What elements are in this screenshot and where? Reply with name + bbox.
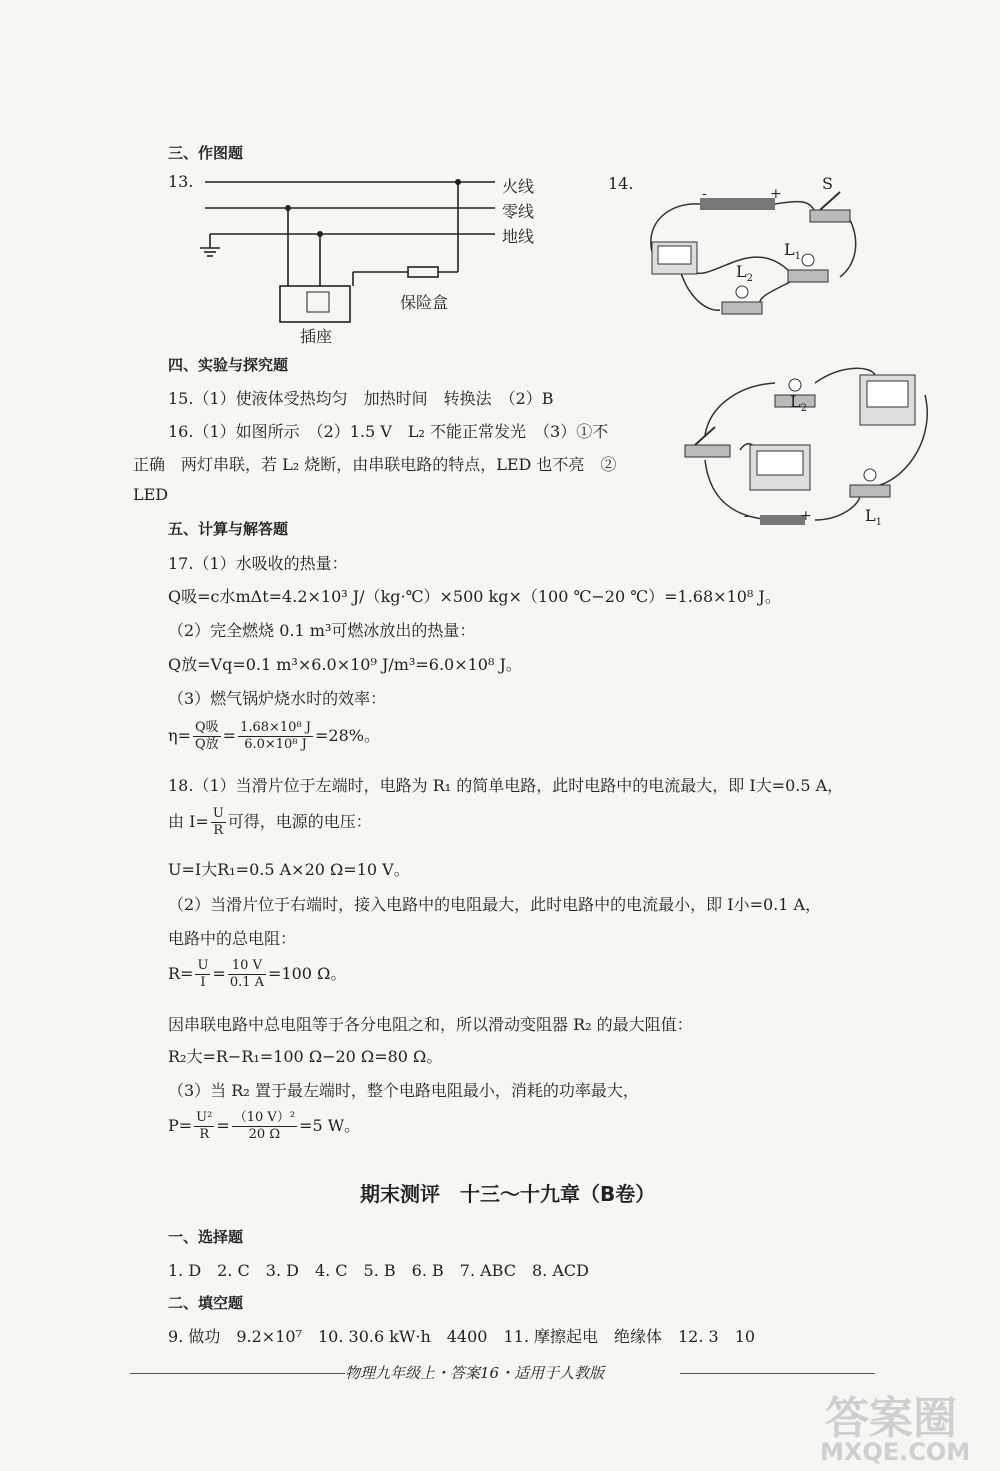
r-f2-den: 0.1 A [229,975,265,990]
p-f2-den: 20 Ω [248,1127,281,1142]
r-fraction-1 [195,958,210,991]
q13-wiring-diagram [195,168,555,348]
r-suffix: =100 Ω。 [268,964,347,983]
r-f1-den: I [200,975,206,990]
switch-s-label: S [822,174,833,193]
section-heading-fill: 二、填空题 [168,1294,244,1312]
battery-plus: + [770,186,782,202]
q18-total-resistance-formula [168,958,346,991]
q16-answer-line1: 16.（1）如图所示 （2）1.5 V L₂ 不能正常发光 （3）①不 [168,422,609,441]
q18-r2-max: R₂大=R−R₁=100 Ω−20 Ω=80 Ω。 [168,1047,443,1066]
fuse-box-label: 保险盒 [400,293,449,312]
q13-number: 13. [168,172,194,191]
q18-total-resistance-title: 电路中的总电阻： [168,929,297,948]
q14-number: 14. [608,174,634,193]
q17-part1-title: 17.（1）水吸收的热量： [168,554,348,573]
fire-wire-label: 火线 [502,177,535,196]
fig16-l2-label [790,392,807,414]
q16-answer-line3: LED [133,485,169,504]
q18-ohms-law [168,806,372,839]
q18-power-formula [168,1110,360,1143]
ohm-num: U [212,806,224,821]
q14-circuit-figure [640,172,870,327]
q16-answer-line2: 正确 两灯串联，若 L₂ 烧断，由串联电路的特点，LED 也不亮 ② [133,455,617,474]
eta-f1-num: Q吸 [195,720,219,735]
eta-fraction-1 [193,720,221,753]
section-heading-calculation: 五、计算与解答题 [168,520,289,538]
p-fraction-2 [232,1110,297,1143]
l1-letter: L [784,240,795,259]
section-heading-drawing: 三、作图题 [168,144,244,162]
watermark-url: MXQE.COM [820,1438,971,1466]
p-prefix: P= [168,1116,193,1135]
q18-voltage: U=I大R₁=0.5 A×20 Ω=10 V。 [168,860,410,879]
q17-heat-absorbed: Q吸=c水mΔt=4.2×10³ J/（kg·℃）×500 kg×（100 ℃−20 ℃）=1.68×10⁸ J。 [168,587,781,606]
choice-answers: 1. D 2. C 3. D 4. C 5. B 6. B 7. ABC 8. ACD [168,1261,589,1280]
q17-part2-title: （2）完全燃烧 0.1 m³可燃冰放出的热量： [168,621,476,640]
q14-l1-label [784,240,801,262]
eta-f1-den: Q放 [195,737,219,752]
r-eq: = [212,964,226,983]
l2-letter: L [736,262,747,281]
eta-eq: = [222,726,237,745]
section-heading-choice: 一、选择题 [168,1228,244,1246]
footer-text: 物理九年级上・答案16・适用于人教版 [345,1364,605,1382]
q18-part1: 18.（1）当滑片位于左端时，电路为 R₁ 的简单电路，此时电路中的电流最大，即 I大=0.5 A， [168,776,844,795]
fill-answers: 9. 做功 9.2×10⁷ 10. 30.6 kW·h 4400 11. 摩擦起电 绝缘体 12. 3 10 [168,1327,756,1346]
r-fraction-2 [228,958,266,991]
r-f1-num: U [197,958,209,973]
watermark-logo: 答案圈 [825,1393,957,1444]
final-exam-title: 期末测评 十三～十九章（B卷） [360,1182,656,1206]
battery-minus: - [702,186,707,202]
q18-series-resistance: 因串联电路中总电阻等于各分电阻之和，所以滑动变阻器 R₂ 的最大阻值： [168,1015,693,1034]
q17-heat-released: Q放=Vq=0.1 m³×6.0×10⁹ J/m³=6.0×10⁸ J。 [168,655,522,674]
l1-subscript: 1 [794,251,801,263]
zero-wire-label: 零线 [502,202,535,221]
socket-label: 插座 [300,327,333,346]
q18-part3: （3）当 R₂ 置于最左端时，整个电路电阻最小，消耗的功率最大， [168,1081,639,1100]
q17-part3-title: （3）燃气锅炉烧水时的效率： [168,689,387,708]
ohm-suffix: 可得，电源的电压： [227,812,372,831]
section-heading-experiment: 四、实验与探究题 [168,356,289,374]
p-f1-num: U² [196,1110,213,1125]
ohm-den: R [213,823,224,838]
q18-part2: （2）当滑片位于右端时，接入电路中的电阻最大，此时电路中的电流最小，即 I小=0.1 A， [168,895,822,914]
fig16-battery-minus: - [744,508,749,524]
eta-fraction-2 [238,720,313,753]
p-fraction-1 [194,1110,214,1143]
fig16-l1-letter: L [865,506,876,525]
eta-f2-num: 1.68×10⁸ J [240,720,312,735]
fig16-battery-plus: + [800,508,812,524]
p-f1-den: R [199,1127,210,1142]
fig16-l1-label [865,506,882,528]
p-suffix: =5 W。 [299,1116,361,1135]
fig16-l2-subscript: 2 [800,403,807,415]
q15-answer: 15.（1）使液体受热均匀 加热时间 转换法 （2）B [168,389,554,408]
eta-f2-den: 6.0×10⁸ J [244,737,307,752]
footer-rule-right [680,1373,875,1374]
p-eq: = [216,1116,230,1135]
ohm-prefix: 由 I= [168,812,209,831]
q14-l2-label [736,262,753,284]
eta-prefix: η= [168,726,191,745]
q17-efficiency-formula [168,720,380,753]
r-prefix: R= [168,964,194,983]
p-f2-num: （10 V）² [233,1110,296,1125]
r-f2-num: 10 V [228,958,266,975]
eta-suffix: =28%。 [315,726,380,745]
l2-subscript: 2 [746,273,753,285]
ground-wire-label: 地线 [502,227,535,246]
footer-rule-left [130,1373,345,1374]
ohm-fraction [211,806,226,839]
fig16-l1-subscript: 1 [875,517,882,529]
fig16-l2-letter: L [790,392,801,411]
